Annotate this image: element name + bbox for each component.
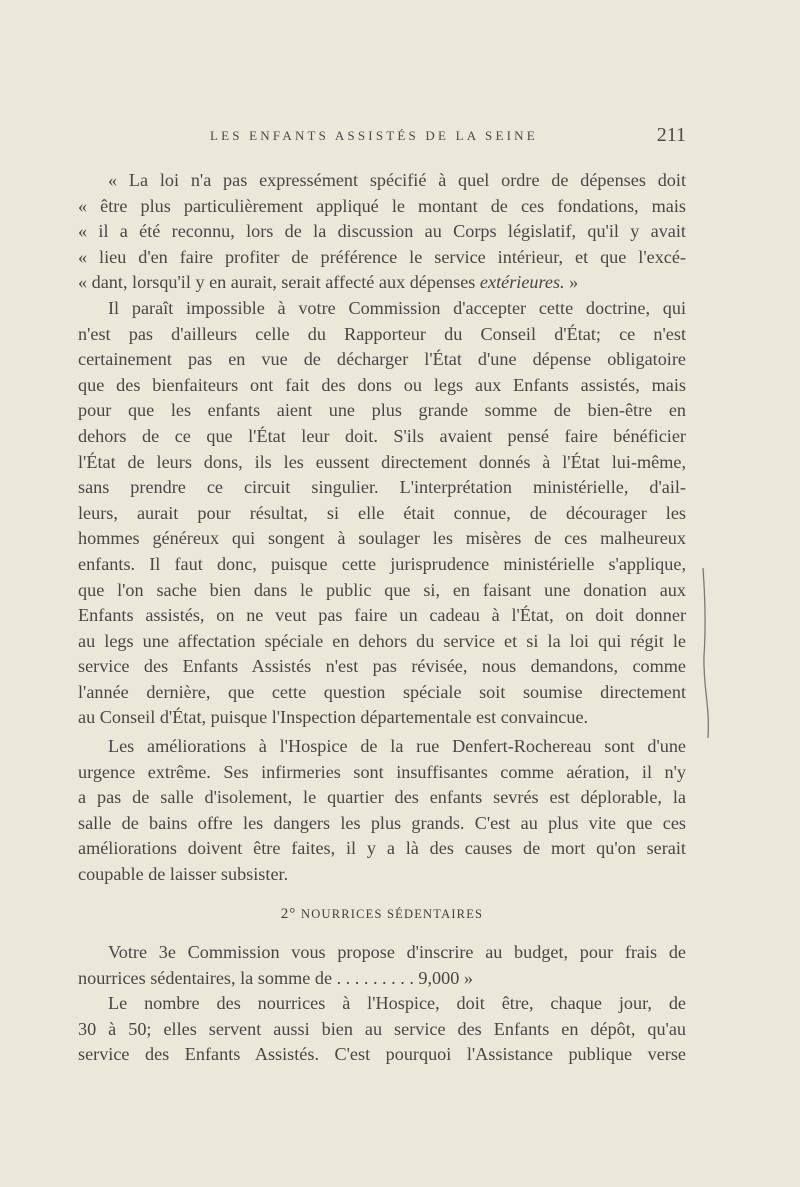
- text-line-part: « dant, lorsqu'il y en aurait, serait affecté aux dépenses: [78, 272, 480, 293]
- text-line: au Conseil d'État, puisque l'Inspection départementale est convaincue.: [78, 707, 589, 728]
- section-title: NOURRICES SÉDENTAIRES: [301, 907, 484, 921]
- text-line: hommes généreux qui songent à soulager les misères de ces malheureux: [78, 528, 686, 549]
- text-line: « lieu d'en faire profiter de préférence le service intérieur, et que l'excé-: [78, 246, 686, 267]
- text-line: enfants. Il faut donc, puisque cette jurisprudence ministérielle s'applique,: [78, 553, 686, 574]
- text-line: urgence extrême. Ses infirmeries sont insuffisantes comme aération, il n'y: [78, 761, 686, 782]
- text-line: dehors de ce que l'État leur doit. S'ils avaient pensé faire bénéficier: [78, 425, 686, 446]
- hospice-improvements-paragraph: [78, 734, 686, 888]
- section-number: 2°: [280, 906, 297, 922]
- text-line: Il paraît impossible à votre Commission d'accepter cette doctrine, qui: [108, 297, 686, 318]
- text-line: Le nombre des nourrices à l'Hospice, doit être, chaque jour, de: [108, 993, 686, 1014]
- text-line: salle de bains offre les dangers les plus grands. C'est au plus vite que ces: [78, 812, 686, 833]
- text-line: n'est pas d'ailleurs celle du Rapporteur du Conseil d'État; ce n'est: [78, 323, 686, 344]
- text-line: Enfants assistés, on ne veut pas faire un cadeau à l'État, on doit donner: [78, 605, 686, 626]
- text-line: nourrices sédentaires, la somme de . . . . . . . . . 9,000 »: [78, 967, 473, 988]
- text-line: sans prendre ce circuit singulier. L'interprétation ministérielle, d'ail-: [78, 477, 686, 498]
- text-line: a pas de salle d'isolement, le quartier des enfants sevrés est déplorable, la: [78, 787, 686, 808]
- text-line: certainement pas en vue de décharger l'État d'une dépense obligatoire: [78, 349, 686, 370]
- text-line: « il a été reconnu, lors de la discussion au Corps législatif, qu'il y avait: [78, 221, 686, 242]
- running-head: [78, 124, 686, 148]
- text-line: au legs une affectation spéciale en dehors du service et si la loi qui régit le: [78, 630, 686, 651]
- margin-bracket-mark: [700, 566, 714, 741]
- quotation-and-argument-paragraph: [78, 168, 686, 731]
- text-line: pour que les enfants aient une plus grande somme de bien-être en: [78, 400, 686, 421]
- page-number: 211: [656, 124, 686, 146]
- text-line: que l'on sache bien dans le public que si, en faisant une donation aux: [78, 579, 686, 600]
- text-line: améliorations doivent être faites, il y a là des causes de mort qu'on serait: [78, 838, 686, 859]
- text-line: coupable de laisser subsister.: [78, 863, 289, 884]
- text-line: 30 à 50; elles servent aussi bien au service des Enfants en dépôt, qu'au: [78, 1018, 686, 1039]
- text-line: [78, 270, 686, 296]
- text-line: « La loi n'a pas expressément spécifié à quel ordre de dépenses doit: [108, 170, 686, 190]
- text-line: leurs, aurait pour résultat, si elle était connue, de décourager les: [78, 502, 686, 523]
- text-line: Les améliorations à l'Hospice de la rue Denfert-Rochereau sont d'une: [108, 736, 686, 756]
- italic-word: extérieures.: [479, 272, 565, 293]
- nourrices-paragraph: [78, 940, 686, 1068]
- text-line: service des Enfants Assistés n'est pas révisée, nous demandons, comme: [78, 656, 686, 677]
- text-line: service des Enfants Assistés. C'est pourquoi l'Assistance publique verse: [78, 1044, 686, 1065]
- text-line: l'année dernière, que cette question spéciale soit soumise directement: [78, 681, 686, 702]
- text-line: que des bienfaiteurs ont fait des dons ou legs aux Enfants assistés, mais: [78, 374, 686, 395]
- running-title: LES ENFANTS ASSISTÉS DE LA SEINE: [210, 128, 538, 143]
- section-heading: [78, 906, 686, 923]
- text-line: l'État de leurs dons, ils les eussent directement donnés à l'État lui-même,: [78, 451, 686, 472]
- text-line: « être plus particulièrement appliqué le montant de ces fondations, mais: [78, 195, 686, 216]
- text-line: Votre 3e Commission vous propose d'inscrire au budget, pour frais de: [108, 942, 686, 962]
- closing-quote: »: [564, 272, 579, 293]
